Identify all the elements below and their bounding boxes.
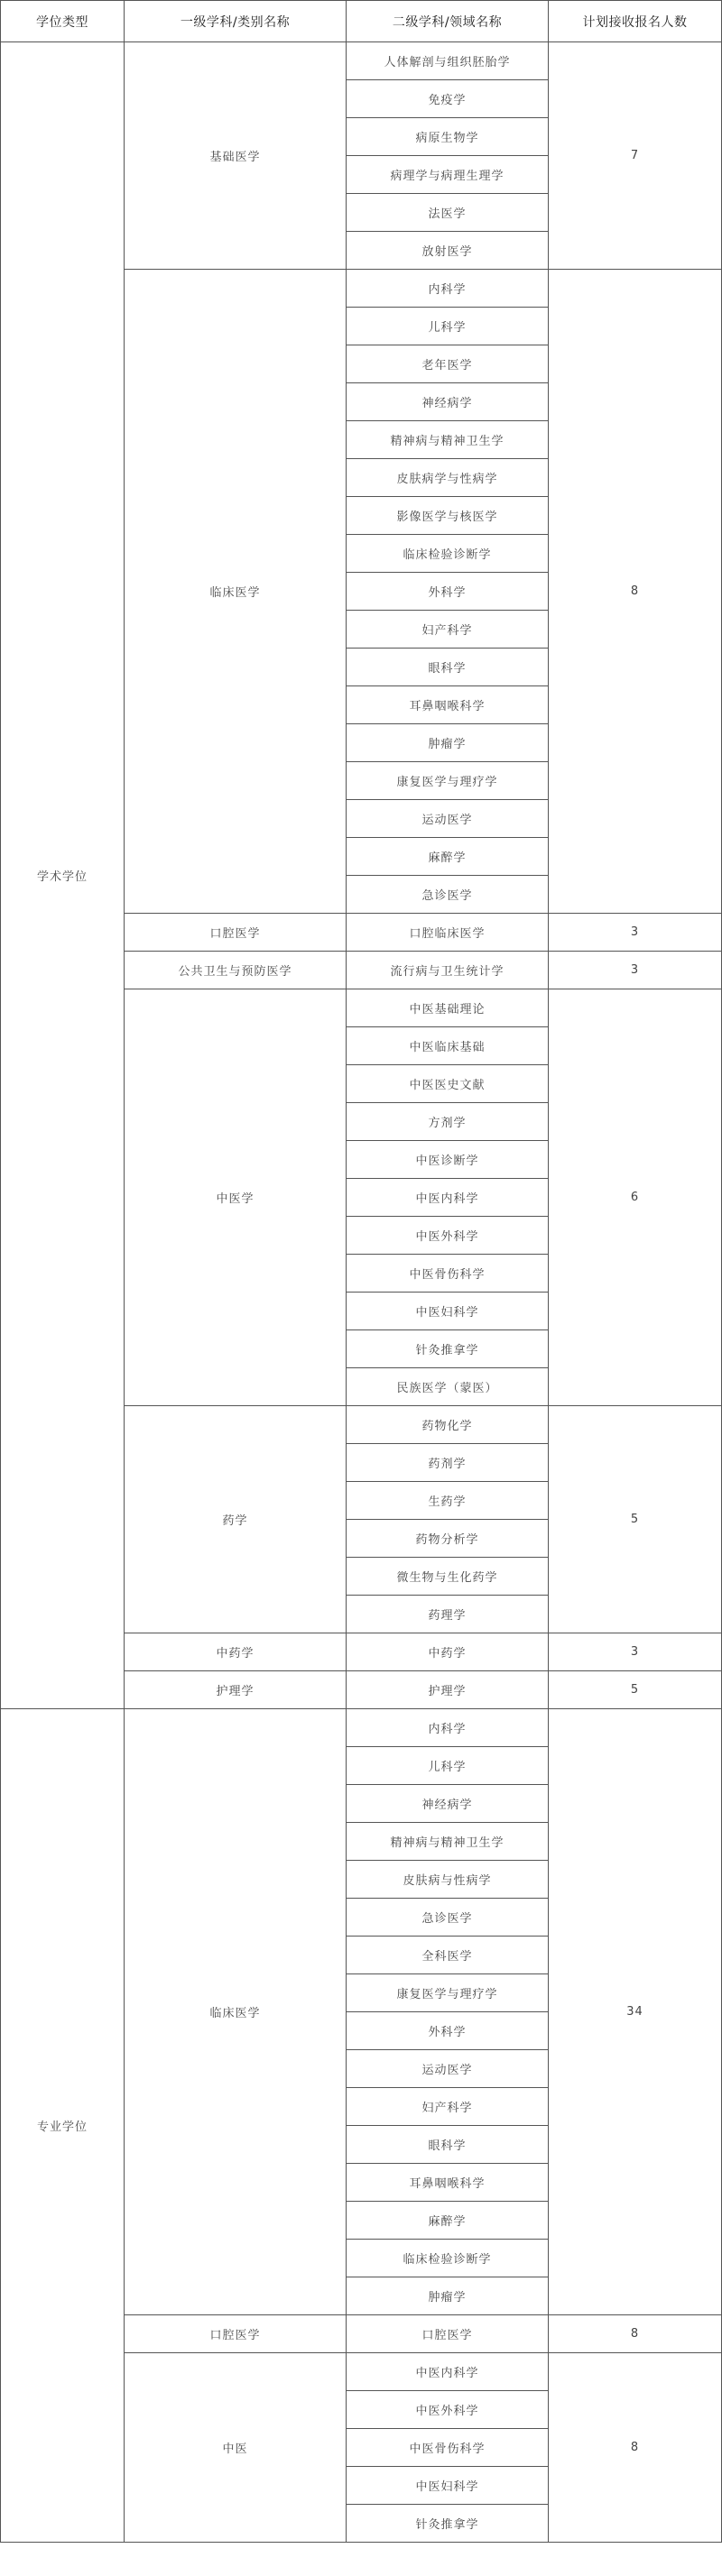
second-level-discipline-cell: 药剂学 <box>347 1444 549 1482</box>
second-level-discipline-cell: 针灸推拿学 <box>347 2505 549 2543</box>
planned-quota-cell: 7 <box>549 42 722 270</box>
second-level-discipline-cell: 民族医学（蒙医） <box>347 1368 549 1406</box>
second-level-discipline-cell: 精神病与精神卫生学 <box>347 421 549 459</box>
second-level-discipline-cell: 内科学 <box>347 1709 549 1747</box>
header-degree-type: 学位类型 <box>1 1 125 42</box>
second-level-discipline-cell: 急诊医学 <box>347 1899 549 1937</box>
second-level-discipline-cell: 老年医学 <box>347 345 549 383</box>
header-first-level-discipline: 一级学科/类别名称 <box>125 1 347 42</box>
planned-quota-cell: 3 <box>549 952 722 989</box>
second-level-discipline-cell: 针灸推拿学 <box>347 1330 549 1368</box>
second-level-discipline-cell: 麻醉学 <box>347 838 549 876</box>
second-level-discipline-cell: 肿瘤学 <box>347 2277 549 2315</box>
second-level-discipline-cell: 康复医学与理疗学 <box>347 1974 549 2012</box>
first-level-discipline-cell: 中医 <box>125 2353 347 2543</box>
header-planned-quota: 计划接收报名人数 <box>549 1 722 42</box>
second-level-discipline-cell: 临床检验诊断学 <box>347 2240 549 2277</box>
first-level-discipline-cell: 护理学 <box>125 1671 347 1709</box>
first-level-discipline-cell: 口腔医学 <box>125 2315 347 2353</box>
planned-quota-cell: 34 <box>549 1709 722 2315</box>
second-level-discipline-cell: 法医学 <box>347 194 549 232</box>
second-level-discipline-cell: 内科学 <box>347 270 549 308</box>
second-level-discipline-cell: 药物化学 <box>347 1406 549 1444</box>
second-level-discipline-cell: 口腔临床医学 <box>347 914 549 952</box>
header-second-level-discipline: 二级学科/领域名称 <box>347 1 549 42</box>
second-level-discipline-cell: 耳鼻咽喉科学 <box>347 2164 549 2202</box>
second-level-discipline-cell: 中医诊断学 <box>347 1141 549 1179</box>
second-level-discipline-cell: 病原生物学 <box>347 118 549 156</box>
second-level-discipline-cell: 中医基础理论 <box>347 989 549 1027</box>
second-level-discipline-cell: 皮肤病与性病学 <box>347 1861 549 1899</box>
table-body <box>1 42 722 2543</box>
first-level-discipline-cell: 基础医学 <box>125 42 347 270</box>
second-level-discipline-cell: 康复医学与理疗学 <box>347 762 549 800</box>
second-level-discipline-cell: 中医医史文献 <box>347 1065 549 1103</box>
second-level-discipline-cell: 神经病学 <box>347 383 549 421</box>
second-level-discipline-cell: 生药学 <box>347 1482 549 1520</box>
header-row <box>1 1 722 42</box>
second-level-discipline-cell: 放射医学 <box>347 232 549 270</box>
second-level-discipline-cell: 中医外科学 <box>347 1217 549 1255</box>
degree-type-cell: 学术学位 <box>1 42 125 1709</box>
first-level-discipline-cell: 临床医学 <box>125 270 347 914</box>
second-level-discipline-cell: 中医妇科学 <box>347 2467 549 2505</box>
planned-quota-cell: 3 <box>549 914 722 952</box>
table-row <box>1 42 722 80</box>
planned-quota-cell: 8 <box>549 270 722 914</box>
second-level-discipline-cell: 影像医学与核医学 <box>347 497 549 535</box>
second-level-discipline-cell: 中医内科学 <box>347 2353 549 2391</box>
first-level-discipline-cell: 公共卫生与预防医学 <box>125 952 347 989</box>
second-level-discipline-cell: 药理学 <box>347 1596 549 1633</box>
second-level-discipline-cell: 外科学 <box>347 573 549 611</box>
table-row <box>1 1709 722 1747</box>
planned-quota-cell: 8 <box>549 2315 722 2353</box>
first-level-discipline-cell: 口腔医学 <box>125 914 347 952</box>
second-level-discipline-cell: 免疫学 <box>347 80 549 118</box>
first-level-discipline-cell: 中医学 <box>125 989 347 1406</box>
second-level-discipline-cell: 全科医学 <box>347 1937 549 1974</box>
planned-quota-cell: 8 <box>549 2353 722 2543</box>
second-level-discipline-cell: 中医内科学 <box>347 1179 549 1217</box>
second-level-discipline-cell: 妇产科学 <box>347 611 549 649</box>
second-level-discipline-cell: 流行病与卫生统计学 <box>347 952 549 989</box>
second-level-discipline-cell: 中医临床基础 <box>347 1027 549 1065</box>
second-level-discipline-cell: 眼科学 <box>347 2126 549 2164</box>
second-level-discipline-cell: 中药学 <box>347 1633 549 1671</box>
second-level-discipline-cell: 中医骨伤科学 <box>347 2429 549 2467</box>
second-level-discipline-cell: 人体解剖与组织胚胎学 <box>347 42 549 80</box>
second-level-discipline-cell: 护理学 <box>347 1671 549 1709</box>
second-level-discipline-cell: 神经病学 <box>347 1785 549 1823</box>
second-level-discipline-cell: 微生物与生化药学 <box>347 1558 549 1596</box>
second-level-discipline-cell: 儿科学 <box>347 1747 549 1785</box>
planned-quota-cell: 3 <box>549 1633 722 1671</box>
second-level-discipline-cell: 运动医学 <box>347 2050 549 2088</box>
first-level-discipline-cell: 中药学 <box>125 1633 347 1671</box>
planned-quota-cell: 5 <box>549 1406 722 1633</box>
second-level-discipline-cell: 中医外科学 <box>347 2391 549 2429</box>
second-level-discipline-cell: 中医骨伤科学 <box>347 1255 549 1293</box>
first-level-discipline-cell: 临床医学 <box>125 1709 347 2315</box>
second-level-discipline-cell: 口腔医学 <box>347 2315 549 2353</box>
second-level-discipline-cell: 麻醉学 <box>347 2202 549 2240</box>
second-level-discipline-cell: 眼科学 <box>347 649 549 686</box>
second-level-discipline-cell: 方剂学 <box>347 1103 549 1141</box>
second-level-discipline-cell: 药物分析学 <box>347 1520 549 1558</box>
second-level-discipline-cell: 儿科学 <box>347 308 549 345</box>
second-level-discipline-cell: 运动医学 <box>347 800 549 838</box>
second-level-discipline-cell: 妇产科学 <box>347 2088 549 2126</box>
second-level-discipline-cell: 急诊医学 <box>347 876 549 914</box>
second-level-discipline-cell: 临床检验诊断学 <box>347 535 549 573</box>
second-level-discipline-cell: 中医妇科学 <box>347 1293 549 1330</box>
second-level-discipline-cell: 肿瘤学 <box>347 724 549 762</box>
second-level-discipline-cell: 病理学与病理生理学 <box>347 156 549 194</box>
second-level-discipline-cell: 外科学 <box>347 2012 549 2050</box>
planned-quota-cell: 6 <box>549 989 722 1406</box>
second-level-discipline-cell: 耳鼻咽喉科学 <box>347 686 549 724</box>
second-level-discipline-cell: 皮肤病学与性病学 <box>347 459 549 497</box>
degree-type-cell: 专业学位 <box>1 1709 125 2543</box>
second-level-discipline-cell: 精神病与精神卫生学 <box>347 1823 549 1861</box>
planned-quota-cell: 5 <box>549 1671 722 1709</box>
first-level-discipline-cell: 药学 <box>125 1406 347 1633</box>
